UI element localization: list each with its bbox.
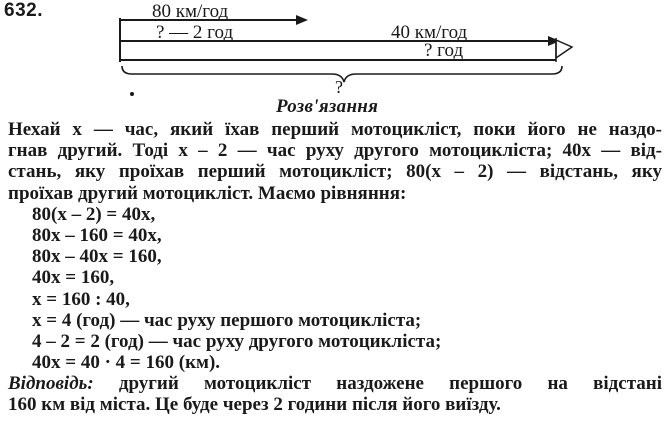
equation-line: x = 4 (год) — час руху першого мотоцикліста; <box>32 309 422 331</box>
equation-line: 80x – 40x = 160, <box>32 246 162 268</box>
answer-text: другий мотоцикліст наздожене першого на відстані <box>93 373 662 395</box>
text-line: Нехай x — час, який їхав перший мотоцикліст, поки його не наздо- <box>8 119 662 140</box>
label-speed-second: 40 км/год <box>391 22 468 43</box>
equation-line: 80x – 160 = 40x, <box>32 224 162 246</box>
text-line: гнав другий. Тоді x – 2 — час руху другого мотоцикліста; 40x — від- <box>8 140 662 162</box>
answer-line <box>8 373 662 394</box>
answer-line: 160 км від міста. Це буде через 2 години після його виїзду. <box>8 394 501 416</box>
equation-line: 40x = 40 · 4 = 160 (км). <box>32 352 221 374</box>
text-line: стань, яку проїхав перший мотоцикліст; 80(x – 2) — відстань, яку <box>8 161 662 183</box>
equation-line: 40x = 160, <box>32 267 115 289</box>
equation-line: 80(x – 2) = 40x, <box>32 203 156 225</box>
arrowhead-first-speed <box>296 15 308 25</box>
motion-diagram <box>0 0 670 100</box>
label-time-first: ? год <box>424 40 464 61</box>
equation-line: x = 160 : 40, <box>32 288 130 310</box>
answer-label: Відповідь: <box>8 373 94 395</box>
finish-flag-icon <box>556 40 572 58</box>
text-line: проїхав другий мотоцикліст. Маємо рівняння: <box>8 182 407 204</box>
small-dot <box>130 92 134 96</box>
equation-line: 4 – 2 = 2 (год) — час руху другого мотоцикліста; <box>32 330 442 352</box>
problem-number: 632. <box>4 0 43 21</box>
label-distance: ? <box>335 77 343 97</box>
label-speed-first: 80 км/год <box>152 1 229 22</box>
label-time-second: ? — 2 год <box>156 22 234 43</box>
solution-text <box>8 119 662 416</box>
solution-heading: Розв'язання <box>276 96 379 117</box>
